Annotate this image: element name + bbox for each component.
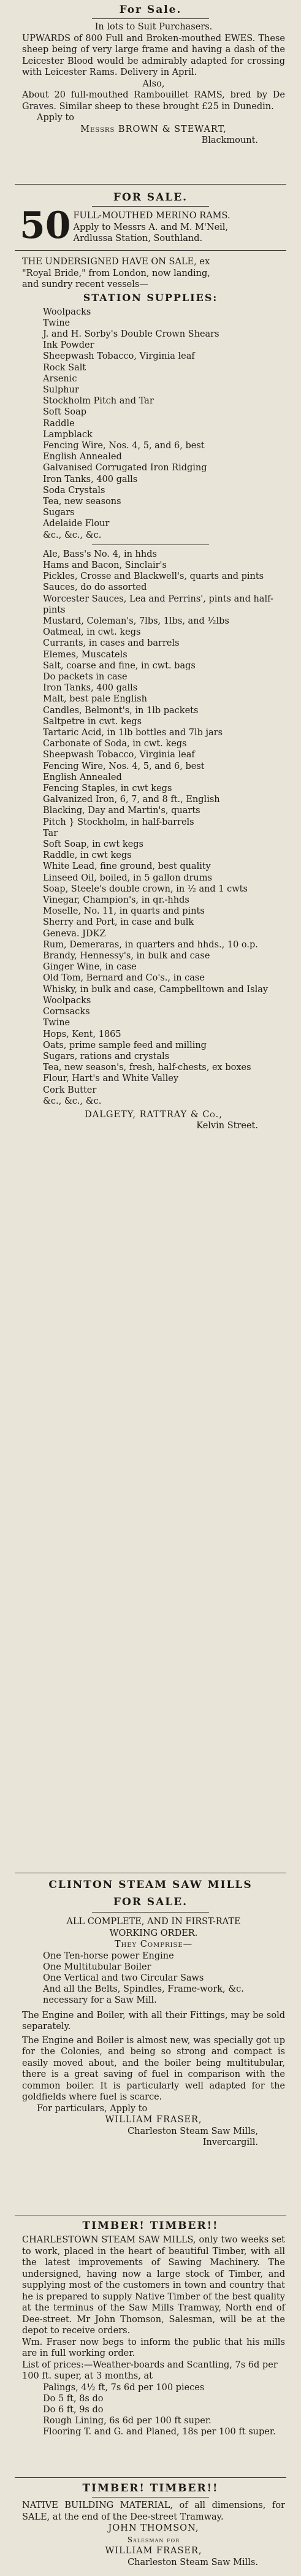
list-item: Ink Powder (43, 340, 94, 351)
list-item: One Vertical and two Circular Saws (43, 1973, 204, 1983)
dropcap-number: 50 (20, 204, 71, 247)
list-item: Flooring T. and G. and Planed, 18s per 100 ft super. (43, 2427, 276, 2437)
list-item: Tartaric Acid, in 1lb bottles and 7lb jars (43, 728, 223, 738)
list-item: English Annealed (43, 452, 122, 462)
list-item: Vinegar, Champion's, in qr.-hhds (43, 895, 189, 906)
ad-signature: DALGETY, RATTRAY & Co., (85, 1109, 223, 1120)
list-item: Mustard, Coleman's, 7lbs, 1lbs, and ½lbs (43, 616, 229, 626)
ad-apply: For particulars, Apply to (37, 2103, 148, 2114)
ad-heading: CLINTON STEAM SAW MILLS (48, 1879, 253, 1891)
list-item: &c., &c., &c. (43, 530, 102, 540)
list-item: Sherry and Port, in case and bulk (43, 917, 194, 928)
ad-place: Kelvin Street. (196, 1121, 258, 1131)
ad-role: Salesman for (127, 2535, 180, 2544)
list-item: Adelaide Flour (43, 519, 110, 529)
ad-place: Charleston Steam Saw Mills. (128, 2557, 258, 2567)
divider (92, 2497, 209, 2498)
ad-paragraph: CHARLESTOWN STEAM SAW MILLS, only two weeks set to work, placed in the heart of beautiful Timber, with all the latest improvements of Sawing Machinery. The undersigned, having now a large stock of Timber, and supplying most of the customers in town and country that he is prepared to supply Native Timber of the best quality at the terminus of the Saw Mills Tramway, North end of Dee-street. Mr John Thomson, Salesman, will be at the depot to receive orders. (22, 2235, 285, 2336)
list-item: Cork Butter (43, 1085, 97, 1095)
list-item: Tar (43, 828, 58, 838)
list-item: Saltpetre in cwt. kegs (43, 716, 142, 727)
ad-heading: TIMBER! TIMBER!! (82, 2482, 219, 2494)
ad-also: Also, (142, 78, 165, 89)
list-item: Carbonate of Soda, in cwt. kegs (43, 739, 187, 749)
list-item: Stockholm Pitch and Tar (43, 396, 154, 407)
list-item: Moselle, No. 11, in quarts and pints (43, 906, 205, 917)
ad-intro: "Royal Bride," from London, now landing, (22, 268, 210, 278)
ad-line: FULL-MOUTHED MERINO RAMS. (73, 211, 231, 221)
list-item: Arsenic (43, 373, 77, 384)
ad-subheading: FOR SALE. (113, 1896, 188, 1908)
list-item: Woolpacks (43, 307, 91, 317)
list-item: Pitch } Stockholm, in half-barrels (43, 817, 194, 827)
list-item: Currants, in cases and barrels (43, 638, 180, 649)
ad-intro: In lots to Suit Purchasers. (94, 22, 213, 32)
list-item: Ale, Bass's No. 4, in hhds (43, 549, 157, 559)
list-item: Hops, Kent, 1865 (43, 1029, 121, 1039)
ad-comprise: They Comprise— (114, 1940, 193, 1949)
ad-caps: WORKING ORDER. (109, 1928, 198, 1938)
list-item: Galvanised Corrugated Iron Ridging (43, 463, 207, 473)
ad-paragraph: The Engine and Boiler is almost new, was specially got up for the Colonies, and being so strong and compact is easily moved about, and the boiler being multitubular, there is a great saving of fuel in comparison with the common boiler. It is particularly well adapted for the goldfields where fuel is scarce. (22, 2035, 285, 2103)
list-item: Malt, best pale English (43, 694, 147, 705)
ad-timber-charleston (0, 2220, 301, 2438)
ad-apply: Apply to (37, 113, 75, 123)
list-item: Rock Salt (43, 362, 86, 373)
list-item: Do 6 ft, 9s do (43, 2404, 104, 2415)
list-item: Old Tom, Bernard and Co's., in case (43, 973, 205, 984)
list-item: English Annealed (43, 772, 122, 782)
supply-list (0, 307, 301, 541)
ad-name: WILLIAM FRASER, (105, 2115, 202, 2125)
list-item: Iron Tanks, 400 galls (43, 683, 138, 694)
ad-paragraph: About 20 full-mouthed Rambouillet RAMS, bred by De Graves. Similar sheep to these brought £25 in Dunedin. (22, 90, 285, 112)
ad-name: JOHN THOMSON, (108, 2523, 199, 2533)
list-item: Worcester Sauces, Lea and Perrins', pints and half-pints (43, 594, 273, 615)
list-item: Raddle, in cwt kegs (43, 850, 132, 861)
divider (92, 18, 209, 19)
list-item: J. and H. Sorby's Double Crown Shears (43, 329, 219, 339)
list-item: Ginger Wine, in case (43, 962, 137, 973)
list-item: Linseed Oil, boiled, in 5 gallon drums (43, 873, 212, 883)
price-list (0, 2382, 301, 2438)
ad-caps: ALL COMPLETE, AND IN FIRST-RATE (66, 1917, 241, 1927)
list-item: And all the Belts, Spindles, Frame-work, &c. necessary for a Saw Mill. (43, 1984, 244, 2006)
list-item: Fencing Staples, in cwt kegs (43, 784, 172, 794)
list-item: Twine (43, 1018, 70, 1028)
divider (15, 184, 286, 185)
section-heading: STATION SUPPLIES: (83, 291, 218, 304)
ad-paragraph: NATIVE BUILDING MATERIAL, of all dimensions, for SALE, at the end of the Dee-street Tramway. (22, 2501, 285, 2522)
ad-heading: For Sale. (119, 4, 182, 16)
list-item: Palings, 4½ ft, 7s 6d per 100 pieces (43, 2382, 205, 2393)
list-item: Soap, Steele's double crown, in ½ and 1 cwts (43, 884, 248, 894)
list-item: Lampblack (43, 429, 93, 440)
list-item: Candles, Belmont's, in 1lb packets (43, 705, 199, 716)
list-item: Twine (43, 318, 70, 328)
list-item: Oats, prime sample feed and milling (43, 1040, 207, 1050)
list-item: Tea, new seasons (43, 496, 121, 506)
list-item: Do 5 ft, 8s do (43, 2393, 104, 2404)
list-item: Sauces, do do assorted (43, 583, 147, 593)
ad-station-supplies (0, 256, 301, 1132)
list-item: Brandy, Hennessy's, in bulk and case (43, 951, 210, 961)
list-item: Sulphur (43, 384, 79, 395)
ad-merino-rams (0, 191, 301, 245)
list-item: Rum, Demeraras, in quarters and hhds., 10 o.p. (43, 939, 258, 950)
list-item: Raddle (43, 418, 75, 429)
list-item: Hams and Bacon, Sinclair's (43, 560, 167, 570)
list-item: One Ten-horse power Engine (43, 1951, 174, 1961)
list-item: Rough Lining, 6s 6d per 100 ft super. (43, 2416, 211, 2426)
list-item: Sugars (43, 508, 75, 518)
ad-place: Blackmount. (201, 136, 258, 145)
ad-heading: TIMBER! TIMBER!! (82, 2220, 219, 2232)
supply-list (0, 549, 301, 1107)
ad-address: Invercargill. (202, 2138, 258, 2148)
divider (15, 250, 286, 251)
list-item: Galvanized Iron, 6, 7, and 8 ft., English (43, 795, 220, 805)
ad-address: Charleston Steam Saw Mills, (128, 2126, 258, 2136)
list-item: Cornsacks (43, 1007, 90, 1017)
list-item: Sugars, rations and crystals (43, 1051, 170, 1061)
ad-paragraph: UPWARDS of 800 Full and Broken-mouthed EWES. These sheep being of very large frame and having a dash of the Leicester Blood would be admirably adapted for crossing with Leicester Rams. Delivery in April. (22, 33, 285, 77)
equipment-list (0, 1951, 301, 2006)
ad-line: Apply to Messrs A. and M. M'Neil, (73, 222, 229, 232)
ad-agent: Messrs BROWN & STEWART, (80, 124, 227, 134)
list-item: Pickles, Crosse and Blackwell's, quarts and pints (43, 571, 264, 582)
list-item: Tea, new season's, fresh, half-chests, ex boxes (43, 1063, 251, 1073)
list-item: Fencing Wire, Nos. 4, 5, and 6, best (43, 440, 205, 451)
ad-intro: THE UNDERSIGNED HAVE ON SALE, ex (22, 257, 210, 267)
list-item: One Multitubular Boiler (43, 1962, 151, 1972)
divider (92, 1912, 209, 1913)
ad-intro: and sundry recent vessels— (22, 280, 148, 289)
list-item: Flour, Hart's and White Valley (43, 1074, 179, 1084)
list-item: &c., &c., &c. (43, 1096, 102, 1106)
list-item: Soda Crystals (43, 485, 105, 495)
list-item: Sheepwash Tobacco, Virginia leaf (43, 750, 195, 760)
list-item: Soft Soap (43, 407, 87, 418)
ad-heading: FOR SALE. (113, 191, 188, 204)
list-item: Geneva. JDKZ (43, 928, 106, 939)
list-item: Whisky, in bulk and case, Campbelltown and Islay (43, 984, 269, 995)
list-item: Elemes, Muscatels (43, 649, 128, 660)
list-item: Iron Tanks, 400 galls (43, 474, 138, 484)
ad-paragraph: Wm. Fraser now begs to inform the public that his mills are in full working order. (22, 2337, 285, 2358)
ad-name: WILLIAM FRASER, (105, 2546, 202, 2556)
ad-paragraph: The Engine and Boiler, with all their Fittings, may be sold separately. (22, 2010, 285, 2032)
divider (15, 2477, 286, 2478)
divider (92, 206, 209, 207)
list-item: Salt, coarse and fine, in cwt. bags (43, 660, 196, 671)
ad-clinton-saw-mills (0, 1879, 301, 2149)
list-item: Woolpacks (43, 995, 91, 1006)
list-item: Soft Soap, in cwt kegs (43, 839, 143, 850)
list-item: Oatmeal, in cwt. kegs (43, 627, 141, 638)
list-item: White Lead, fine ground, best quality (43, 862, 211, 872)
list-item: Blacking, Day and Martin's, quarts (43, 806, 200, 816)
ad-sheep-for-sale (0, 4, 301, 147)
price-intro: List of prices:—Weather-boards and Scantling, 7s 6d per 100 ft. super, at 3 months, at (22, 2360, 278, 2381)
list-item: Do packets in case (43, 672, 128, 682)
list-item: Fencing Wire, Nos. 4, 5, and 6, best (43, 761, 205, 771)
ad-line: Ardlussa Station, Southland. (73, 234, 203, 243)
list-item: Sheepwash Tobacco, Virginia leaf (43, 351, 195, 362)
ad-timber-native (0, 2482, 301, 2568)
